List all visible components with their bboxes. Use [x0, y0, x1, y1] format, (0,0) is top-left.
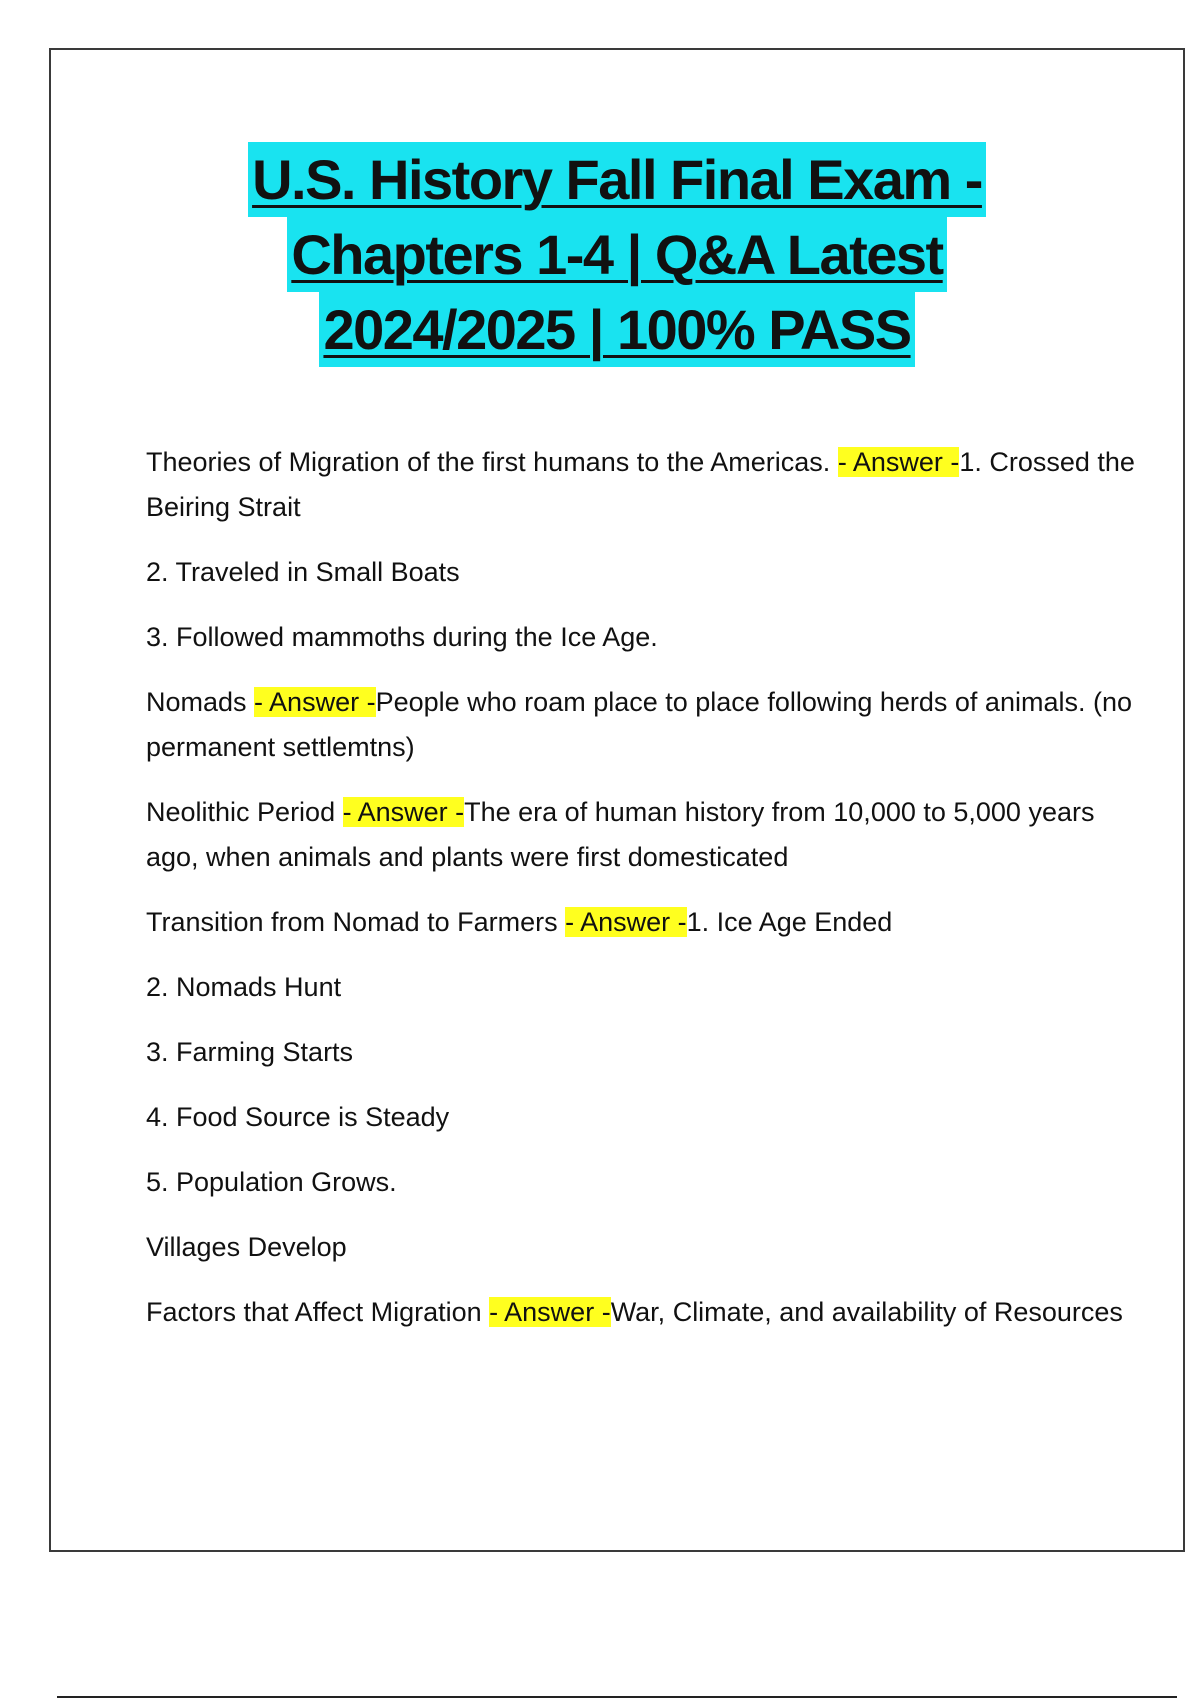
title-line-2: Chapters 1-4 | Q&A Latest: [287, 217, 946, 292]
answer-text: War, Climate, and availability of Resources: [610, 1297, 1123, 1327]
title-line-1: U.S. History Fall Final Exam -: [248, 142, 986, 217]
answer-label: - Answer -: [837, 447, 960, 477]
answer-label: - Answer -: [565, 907, 687, 937]
document-title: [51, 142, 1183, 367]
answer-text: The era of human history from 10,000 to 5,000 years ago, when animals and plants were first domesticated: [146, 797, 1095, 872]
list-item: 4. Food Source is Steady: [146, 1102, 450, 1132]
question-text: Transition from Nomad to Farmers: [146, 907, 566, 937]
list-item: Villages Develop: [146, 1232, 347, 1262]
list-item: 5. Population Grows.: [146, 1167, 397, 1197]
qa-entry-migration-factors: [146, 1290, 1136, 1335]
qa-entry-nomad-to-farmers: [146, 900, 1136, 945]
answer-text: 1. Crossed the Beiring Strait: [146, 447, 1135, 522]
bottom-divider: [57, 1696, 1177, 1698]
list-item: 3. Farming Starts: [146, 1037, 354, 1067]
answer-label: - Answer -: [254, 687, 376, 717]
qa-entry-migration-theories: [146, 440, 1136, 530]
question-text: Nomads: [146, 687, 255, 717]
answer-text: 1. Ice Age Ended: [686, 907, 893, 937]
question-text: Theories of Migration of the first humans to the Americas.: [146, 447, 838, 477]
question-text: Factors that Affect Migration: [146, 1297, 490, 1327]
list-item: 2. Traveled in Small Boats: [146, 557, 460, 587]
list-item: 2. Nomads Hunt: [146, 972, 342, 1002]
qa-entry-neolithic-period: [146, 790, 1136, 880]
title-line-3: 2024/2025 | 100% PASS: [319, 292, 914, 367]
list-item: 3. Followed mammoths during the Ice Age.: [146, 622, 658, 652]
qa-entry-nomads: [146, 680, 1136, 770]
answer-label: - Answer -: [489, 1297, 611, 1327]
answer-text: People who roam place to place following herds of animals. (no permanent settlemtns): [146, 687, 1132, 762]
qa-list: [146, 440, 1136, 1355]
page-frame: [49, 48, 1185, 1552]
answer-label: - Answer -: [342, 797, 465, 827]
question-text: Neolithic Period: [146, 797, 343, 827]
